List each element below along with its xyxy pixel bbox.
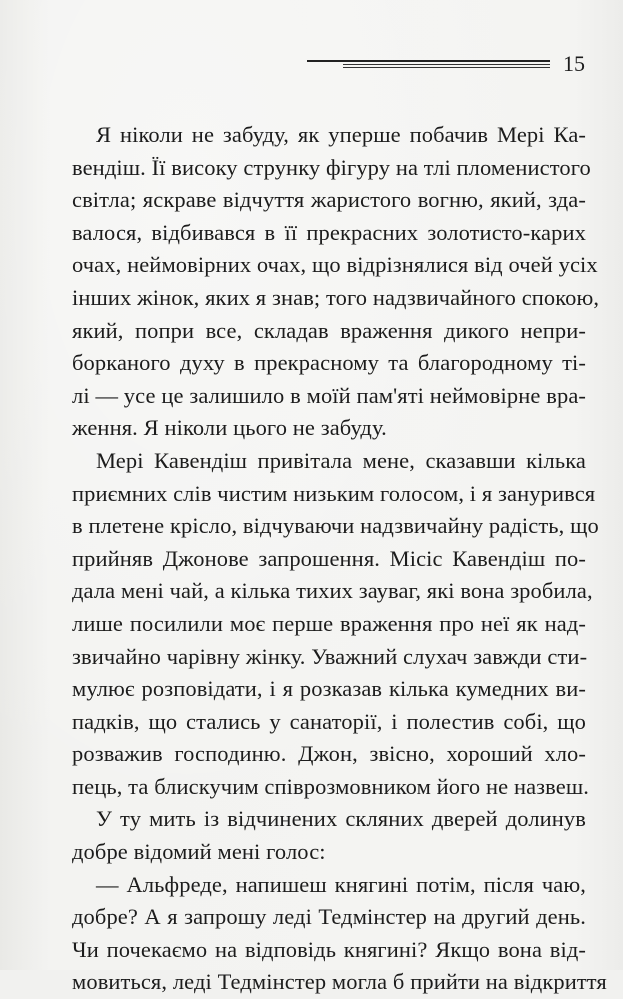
text-line: лише посилили моє перше враження про неї як над- [72,610,586,636]
text-line: прийняв Джонове запрошення. Місіс Кавендіш по- [72,545,586,571]
text-line: інших жінок, яких я знав; того надзвичайного спокою, [72,284,600,310]
text-line: Я ніколи не забуду, як уперше побачив Мері Ка- [96,122,586,147]
page-number: 15 [563,51,585,76]
text-line: Мері Кавендіш привітала мене, сказавши кілька [96,447,586,473]
text-line: мулює розповідати, і я розказав кілька кумедних ви- [72,676,586,702]
text-line: — Альфреде, напишеш княгині потім, після чаю, [96,871,586,897]
body-text [72,119,607,999]
text-line: приємних слів чистим низьким голосом, і я занурився [72,480,596,506]
header-rule [307,60,550,70]
text-line: Чи почекаємо на відповідь княгині? Якщо вона від- [72,936,586,962]
text-line: лі — усе це залишило в моїй пам'яті неймовірне вра- [72,382,586,408]
text-line: очах, неймовірних очах, що відрізнялися від очей усіх [72,252,598,278]
text-line: добре відомий мені голос: [72,839,326,865]
text-line: валося, відбивався в її прекрасних золотисто-карих [72,219,586,245]
header-rule-thick [307,60,550,62]
text-line: ження. Я ніколи цього не забуду. [72,415,387,441]
text-line: пець, та блискучим співрозмовником його не назвеш. [72,773,589,799]
header-rule-thin-upper [343,64,550,65]
text-line: який, попри все, складав враження дикого непри- [72,317,586,343]
text-line: в плетене крісло, відчуваючи надзвичайну радість, що [72,513,599,539]
text-line: дала мені чай, а кілька тихих зауваг, які вона зробила, [72,578,593,604]
text-line: У ту мить із відчинених скляних дверей долинув [96,806,586,832]
text-line: звичайно чарівну жінку. Уважний слухач завжди сти- [72,643,588,669]
text-line: добре? А я запрошу леді Тедмінстер на другий день. [72,904,586,930]
header-rule-thin-lower [343,67,550,68]
text-line: мовиться, леді Тедмінстер могла б прийти на відкриття [72,969,607,995]
text-line: світла; яскраве відчуття жаристого вогню, який, зда- [72,187,586,213]
text-line: вендіш. Її високу струнку фігуру на тлі пломенистого [72,154,591,180]
text-line: борканого духу в прекрасному та благородному ті- [72,350,586,376]
text-line: падків, що стались у санаторії, і полестив собі, що [72,708,586,734]
text-line: розважив господиню. Джон, звісно, хороший хло- [72,741,586,767]
